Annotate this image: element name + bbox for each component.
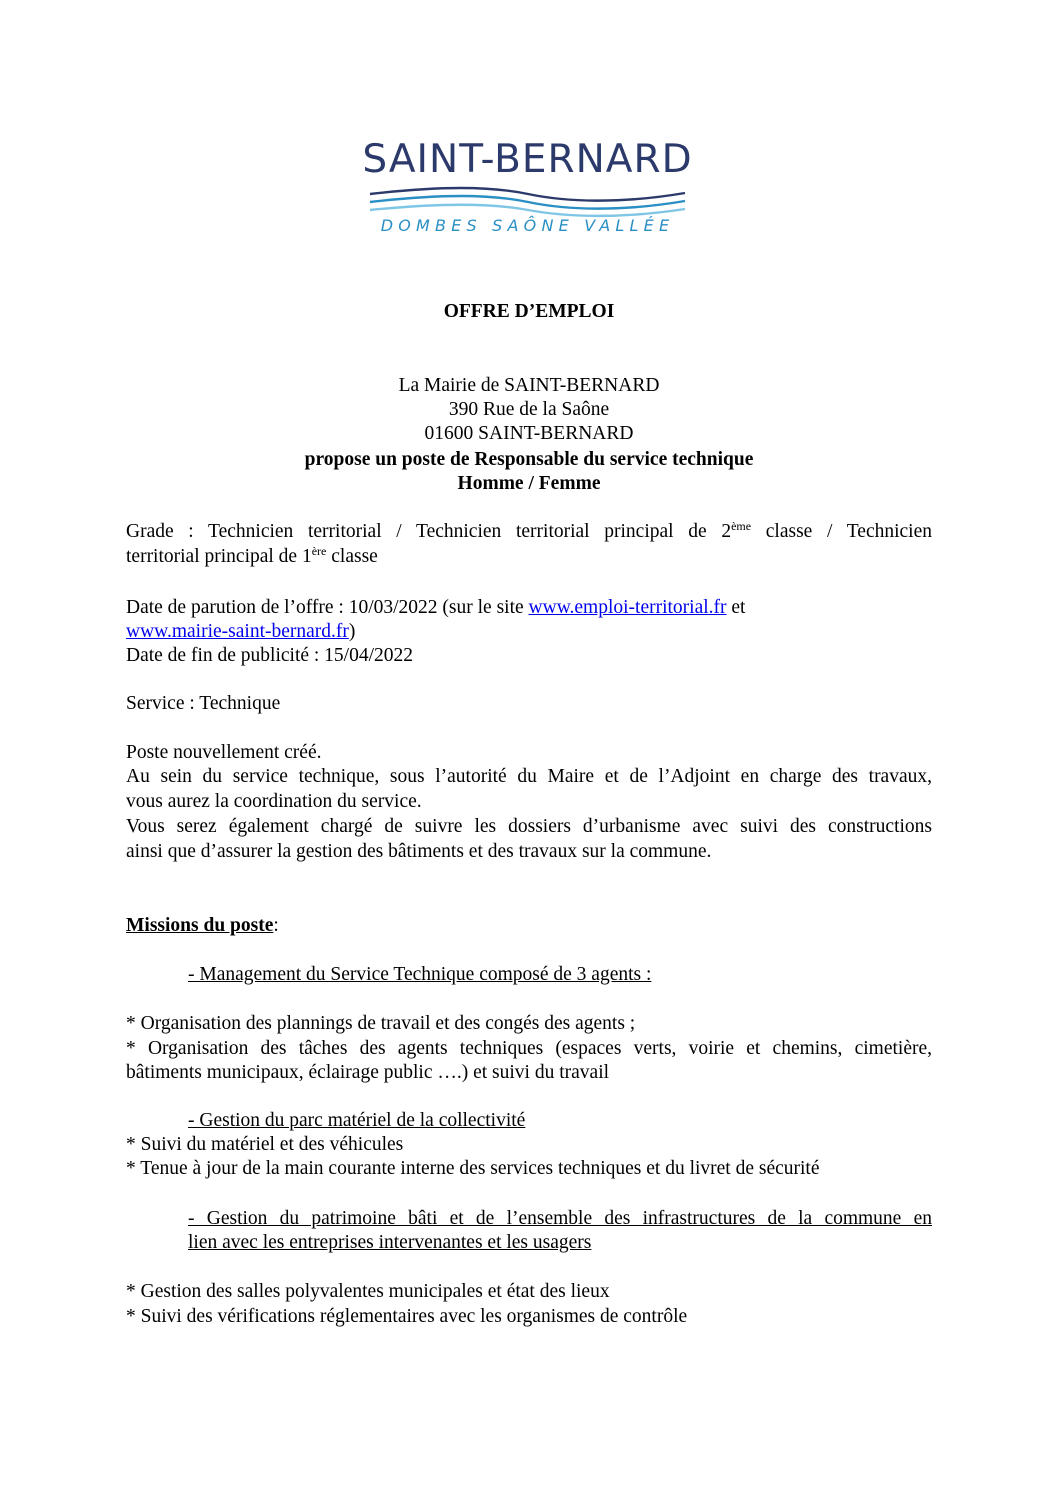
link-connector: et	[726, 597, 746, 618]
intro-line-5: ainsi que d’assurer la gestion des bâtiments et des travaux sur la commune.	[126, 841, 712, 862]
address-line-1: La Mairie de SAINT-BERNARD	[398, 375, 660, 396]
grade-sup-1: ème	[731, 519, 752, 533]
logo-waves-icon	[360, 184, 695, 220]
intro-line-2: Au sein du service technique, sous l’autorité du Maire et de l’Adjoint en charge des travaux,	[126, 766, 932, 787]
logo-subtitle: DOMBES SAÔNE VALLÉE	[380, 216, 675, 235]
mairie-saint-bernard-link[interactable]: www.mairie-saint-bernard.fr	[126, 621, 349, 642]
parc-item-2: * Tenue à jour de la main courante interne des services techniques et du livret de sécurité	[126, 1158, 820, 1179]
position-gender: Homme / Femme	[457, 473, 601, 494]
management-heading: - Management du Service Technique composé de 3 agents :	[188, 964, 652, 985]
end-date-line: Date de fin de publicité : 15/04/2022	[126, 645, 414, 666]
grade-line-1	[126, 520, 932, 543]
missions-title: Missions du poste	[126, 915, 274, 936]
publication-date-text: Date de parution de l’offre : 10/03/2022 (sur le site	[126, 597, 529, 618]
grade-sup-2: ère	[311, 544, 327, 558]
offer-heading: OFFRE D’EMPLOI	[443, 301, 615, 322]
emploi-territorial-link[interactable]: www.emploi-territorial.fr	[528, 597, 727, 618]
patrimoine-item-2: * Suivi des vérifications réglementaires avec les organismes de contrôle	[126, 1306, 688, 1327]
mairie-link-line	[126, 620, 355, 643]
position-title: propose un poste de Responsable du service technique	[304, 449, 754, 470]
saint-bernard-logo	[360, 138, 695, 238]
management-item-2-line-1: * Organisation des tâches des agents techniques (espaces verts, voirie et chemins, cimetière,	[126, 1038, 932, 1059]
logo-title: SAINT-BERNARD	[362, 137, 693, 182]
grade-text-2: classe / Technicien	[751, 521, 933, 542]
intro-line-3: vous aurez la coordination du service.	[126, 791, 422, 812]
grade-line-2	[126, 545, 378, 568]
management-item-1: * Organisation des plannings de travail et des congés des agents ;	[126, 1013, 636, 1034]
parc-heading: - Gestion du parc matériel de la collectivité	[188, 1110, 526, 1131]
patrimoine-heading-line-2: lien avec les entreprises intervenantes et les usagers	[188, 1232, 592, 1253]
intro-line-4: Vous serez également chargé de suivre les dossiers d’urbanisme avec suivi des constructions	[126, 816, 932, 837]
grade-text-3: territorial principal de 1	[126, 546, 312, 567]
patrimoine-heading-line-1: - Gestion du patrimoine bâti et de l’ensemble des infrastructures de la commune en	[188, 1208, 932, 1229]
parc-item-1: * Suivi du matériel et des véhicules	[126, 1134, 404, 1155]
missions-title-line	[126, 914, 279, 937]
link-close-paren: )	[348, 621, 356, 642]
publication-date-line	[126, 596, 745, 619]
grade-text-1: Grade : Technicien territorial / Technicien territorial principal de 2	[126, 521, 732, 542]
missions-colon: :	[273, 915, 279, 936]
intro-line-1: Poste nouvellement créé.	[126, 742, 322, 763]
patrimoine-item-1: * Gestion des salles polyvalentes municipales et état des lieux	[126, 1281, 610, 1302]
management-item-2-line-2: bâtiments municipaux, éclairage public ….) et suivi du travail	[126, 1062, 610, 1083]
service-line: Service : Technique	[126, 693, 281, 714]
address-line-2: 390 Rue de la Saône	[448, 399, 610, 420]
grade-text-4: classe	[326, 546, 378, 567]
address-line-3: 01600 SAINT-BERNARD	[424, 423, 634, 444]
